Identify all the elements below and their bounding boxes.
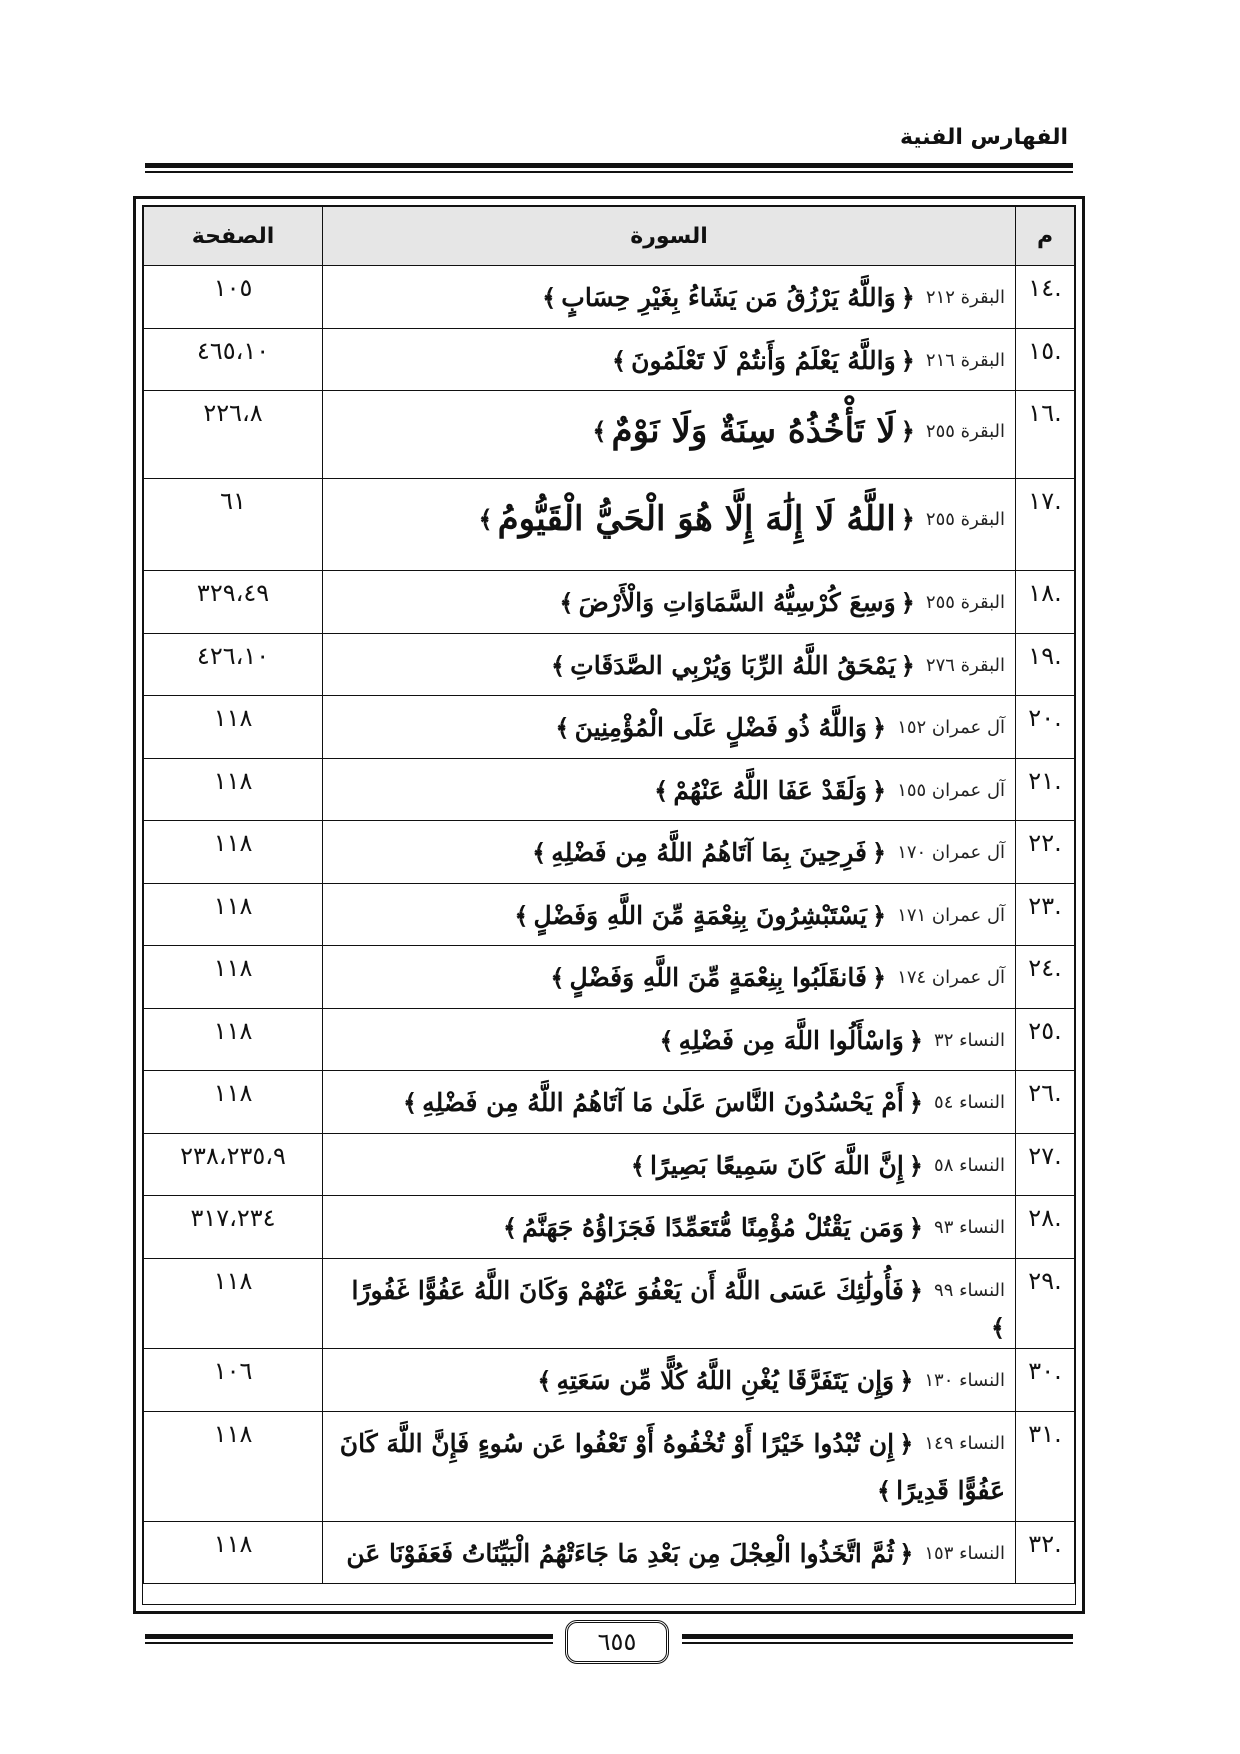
verse-text: وَإِن يَتَفَرَّقَا يُغْنِ اللَّهُ كُلًّا مِّن سَعَتِهِ [556,1366,895,1395]
surah-reference: النساء ٥٨ [934,1154,1006,1176]
verse-text: اللَّهُ لَا إِلَٰهَ إِلَّا هُوَ الْحَيُّ الْقَيُّومُ [497,499,896,539]
row-number: .١٦ [1016,391,1075,479]
ornate-bracket-close-icon: ﴾ [990,1314,1006,1342]
page-reference: ٢٢٦،٨ [144,391,323,479]
table-row [144,821,1075,884]
verse-text: فَرِحِينَ بِمَا آتَاهُمُ اللَّهُ مِن فَضْلِهِ [551,838,867,867]
surah-reference: النساء ١٤٩ [924,1432,1006,1454]
ornate-bracket-open-icon: ﴿ [908,1026,923,1055]
surah-cell [323,1521,1016,1584]
surah-cell [323,571,1016,634]
ornate-bracket-open-icon: ﴿ [908,1151,923,1180]
table-header-row [144,207,1075,266]
table-row [144,266,1075,329]
footer-rule-left-thin [145,1642,553,1644]
page-reference: ١١٨ [144,1258,323,1349]
page-reference: ٣١٧،٢٣٤ [144,1196,323,1259]
page-number: ٦٥٥ [565,1620,669,1664]
ornate-bracket-open-icon: ﴿ [900,346,915,375]
surah-reference: النساء ٣٢ [934,1029,1006,1051]
ornate-bracket-open-icon: ﴿ [872,901,887,930]
ornate-bracket-open-icon: ﴿ [908,1276,923,1305]
ornate-bracket-close-icon: ﴾ [876,1476,892,1505]
surah-reference: البقرة ٢٥٥ [925,508,1006,530]
verse-text: وَلَقَدْ عَفَا اللَّهُ عَنْهُمْ [673,775,867,805]
row-number: .٢٨ [1016,1196,1075,1259]
ornate-bracket-close-icon: ﴾ [559,588,574,617]
verse-text: وَمَن يَقْتُلْ مُؤْمِنًا مُّتَعَمِّدًا فَجَزَاؤُهُ جَهَنَّمُ [522,1213,904,1242]
page-reference: ١١٨ [144,1071,323,1134]
table-row [144,946,1075,1009]
verse-text: إِنَّ اللَّهَ كَانَ سَمِيعًا بَصِيرًا [649,1150,904,1180]
page-reference: ٣٢٩،٤٩ [144,571,323,634]
surah-cell [323,633,1016,696]
surah-cell [323,328,1016,391]
surah-reference: آل عمران ١٥٢ [897,717,1006,739]
ornate-bracket-open-icon: ﴿ [899,1539,914,1568]
index-table [143,206,1075,1584]
surah-cell [323,1258,1016,1349]
surah-reference: آل عمران ١٧٤ [897,967,1006,989]
page-reference: ١١٨ [144,1008,323,1071]
ornate-bracket-open-icon: ﴿ [899,1429,914,1458]
footer-rule-left [145,1634,553,1639]
ornate-bracket-open-icon: ﴿ [900,283,915,312]
row-number: .٣٢ [1016,1521,1075,1584]
page-reference: ١١٨ [144,758,323,821]
ornate-bracket-close-icon: ﴾ [611,346,627,375]
verse-text: وَسِعَ كُرْسِيُّهُ السَّمَاوَاتِ وَالْأَرْضَ [578,588,896,617]
verse-text: فَانقَلَبُوا بِنِعْمَةٍ مِّنَ اللَّهِ وَفَضْلٍ [569,963,867,992]
verse-text: إِن تُبْدُوا خَيْرًا أَوْ تُخْفُوهُ أَوْ تَعْفُوا عَن سُوءٍ فَإِنَّ اللَّهَ كَانَ عَفُوًّا قَدِيرًا [339,1428,1006,1505]
row-number: .٢٥ [1016,1008,1075,1071]
ornate-bracket-open-icon: ﴿ [900,588,915,617]
surah-cell [323,946,1016,1009]
row-number: .١٧ [1016,479,1075,571]
surah-cell [323,821,1016,884]
surah-reference: البقرة ٢٥٥ [925,420,1006,442]
table-frame [133,196,1085,1614]
surah-reference: آل عمران ١٧١ [897,904,1006,926]
row-number: .٢٣ [1016,883,1075,946]
surah-cell [323,1196,1016,1259]
surah-cell [323,1133,1016,1196]
row-number: .٢٠ [1016,696,1075,759]
page-reference: ٦١ [144,479,323,571]
page-reference: ١١٨ [144,821,323,884]
ornate-bracket-open-icon: ﴿ [900,651,915,680]
running-header: الفهارس الفنية [899,125,1068,150]
ornate-bracket-open-icon: ﴿ [872,713,887,742]
footer-rule-right [682,1634,1073,1639]
surah-reference: البقرة ٢٥٥ [925,592,1006,614]
surah-reference: النساء ٩٩ [934,1279,1006,1301]
table-row [144,696,1075,759]
page-reference: ٤٢٦،١٠ [144,633,323,696]
ornate-bracket-open-icon: ﴿ [872,776,887,805]
ornate-bracket-close-icon: ﴾ [630,1151,645,1180]
table-row [144,1521,1075,1584]
table-row [144,1008,1075,1071]
page-reference: ١١٨ [144,883,323,946]
surah-cell [323,1349,1016,1412]
row-number: .٢٤ [1016,946,1075,1009]
ornate-bracket-close-icon: ﴾ [551,651,566,680]
header-page: الصفحة [144,207,323,266]
table-row [144,758,1075,821]
surah-reference: آل عمران ١٧٠ [897,842,1006,864]
surah-cell [323,883,1016,946]
ornate-bracket-close-icon: ﴾ [592,417,607,446]
surah-reference: البقرة ٢١٦ [925,349,1006,371]
table-row [144,1196,1075,1259]
table-row [144,328,1075,391]
surah-cell [323,1071,1016,1134]
footer-rule-right-thin [682,1642,1073,1644]
ornate-bracket-close-icon: ﴾ [403,1088,418,1117]
row-number: .١٨ [1016,571,1075,634]
verse-text: يَمْحَقُ اللَّهُ الرِّبَا وَيُرْبِي الصَّدَقَاتِ [570,650,896,680]
ornate-bracket-open-icon: ﴿ [899,1366,914,1395]
page-reference: ١١٨ [144,1521,323,1584]
table-row [144,1258,1075,1349]
table-row [144,1411,1075,1521]
table-row [144,883,1075,946]
verse-text: وَاسْأَلُوا اللَّهَ مِن فَضْلِهِ [678,1025,904,1055]
surah-cell [323,758,1016,821]
verse-text: فَأُولَٰئِكَ عَسَى اللَّهُ أَن يَعْفُوَ عَنْهُمْ وَكَانَ اللَّهُ عَفُوًّا غَفُورًا [351,1275,904,1305]
row-number: .٢٧ [1016,1133,1075,1196]
ornate-bracket-close-icon: ﴾ [542,283,557,312]
surah-reference: النساء ٩٣ [934,1217,1006,1239]
ornate-bracket-close-icon: ﴾ [659,1026,674,1055]
table-frame-inner [142,205,1076,1605]
table-row [144,633,1075,696]
row-number: .٢١ [1016,758,1075,821]
ornate-bracket-close-icon: ﴾ [555,713,570,742]
header-rule-thin [145,171,1073,173]
ornate-bracket-close-icon: ﴾ [550,963,565,992]
page-reference: ١١٨ [144,1411,323,1521]
verse-text: لَا تَأْخُذُهُ سِنَةٌ وَلَا نَوْمٌ [611,411,896,451]
table-row [144,1349,1075,1412]
ornate-bracket-open-icon: ﴿ [900,505,915,534]
ornate-bracket-open-icon: ﴿ [908,1213,923,1242]
ornate-bracket-close-icon: ﴾ [537,1366,552,1395]
row-number: .١٩ [1016,633,1075,696]
table-row [144,571,1075,634]
ornate-bracket-close-icon: ﴾ [532,838,547,867]
verse-text: ثُمَّ اتَّخَذُوا الْعِجْلَ مِن بَعْدِ مَا جَاءَتْهُمُ الْبَيِّنَاتُ فَعَفَوْنَا عَن [346,1538,895,1568]
page-reference: ١٠٦ [144,1349,323,1412]
ornate-bracket-close-icon: ﴾ [514,901,529,930]
verse-text: وَاللَّهُ يَعْلَمُ وَأَنتُمْ لَا تَعْلَمُونَ [631,345,896,375]
ornate-bracket-close-icon: ﴾ [654,776,669,805]
surah-cell [323,696,1016,759]
ornate-bracket-open-icon: ﴿ [900,417,915,446]
surah-cell [323,266,1016,329]
surah-cell [323,391,1016,479]
surah-reference: البقرة ٢٧٦ [925,654,1006,676]
ornate-bracket-open-icon: ﴿ [872,838,887,867]
surah-cell [323,1008,1016,1071]
surah-cell [323,1411,1016,1521]
surah-cell [323,479,1016,571]
surah-reference: النساء ١٣٠ [924,1370,1006,1392]
ornate-bracket-close-icon: ﴾ [502,1213,518,1242]
table-row [144,1071,1075,1134]
row-number: .٢٩ [1016,1258,1075,1349]
row-number: .٣٠ [1016,1349,1075,1412]
ornate-bracket-close-icon: ﴾ [478,505,493,534]
surah-reference: آل عمران ١٥٥ [897,779,1006,801]
ornate-bracket-open-icon: ﴿ [872,963,887,992]
surah-reference: البقرة ٢١٢ [925,287,1006,309]
page-reference: ٢٣٨،٢٣٥،٩ [144,1133,323,1196]
surah-reference: النساء ١٥٣ [924,1542,1006,1564]
table-row [144,391,1075,479]
header-rule [145,163,1073,168]
page-reference: ٤٦٥،١٠ [144,328,323,391]
header-num: م [1016,207,1075,266]
verse-text: وَاللَّهُ يَرْزُقُ مَن يَشَاءُ بِغَيْرِ حِسَابٍ [561,283,896,312]
row-number: .١٤ [1016,266,1075,329]
page-reference: ١١٨ [144,696,323,759]
verse-text: وَاللَّهُ ذُو فَضْلٍ عَلَى الْمُؤْمِنِينَ [574,713,867,742]
surah-reference: النساء ٥٤ [934,1092,1006,1114]
row-number: .٢٢ [1016,821,1075,884]
table-row [144,479,1075,571]
verse-text: يَسْتَبْشِرُونَ بِنِعْمَةٍ مِّنَ اللَّهِ وَفَضْلٍ [533,900,867,930]
table-row [144,1133,1075,1196]
verse-text: أَمْ يَحْسُدُونَ النَّاسَ عَلَىٰ مَا آتَاهُمُ اللَّهُ مِن فَضْلِهِ [422,1088,904,1117]
page-reference: ١١٨ [144,946,323,1009]
row-number: .٣١ [1016,1411,1075,1521]
table-body [144,266,1075,1584]
page-reference: ١٠٥ [144,266,323,329]
header-surah: السورة [323,207,1016,266]
ornate-bracket-open-icon: ﴿ [908,1088,923,1117]
row-number: .٢٦ [1016,1071,1075,1134]
row-number: .١٥ [1016,328,1075,391]
